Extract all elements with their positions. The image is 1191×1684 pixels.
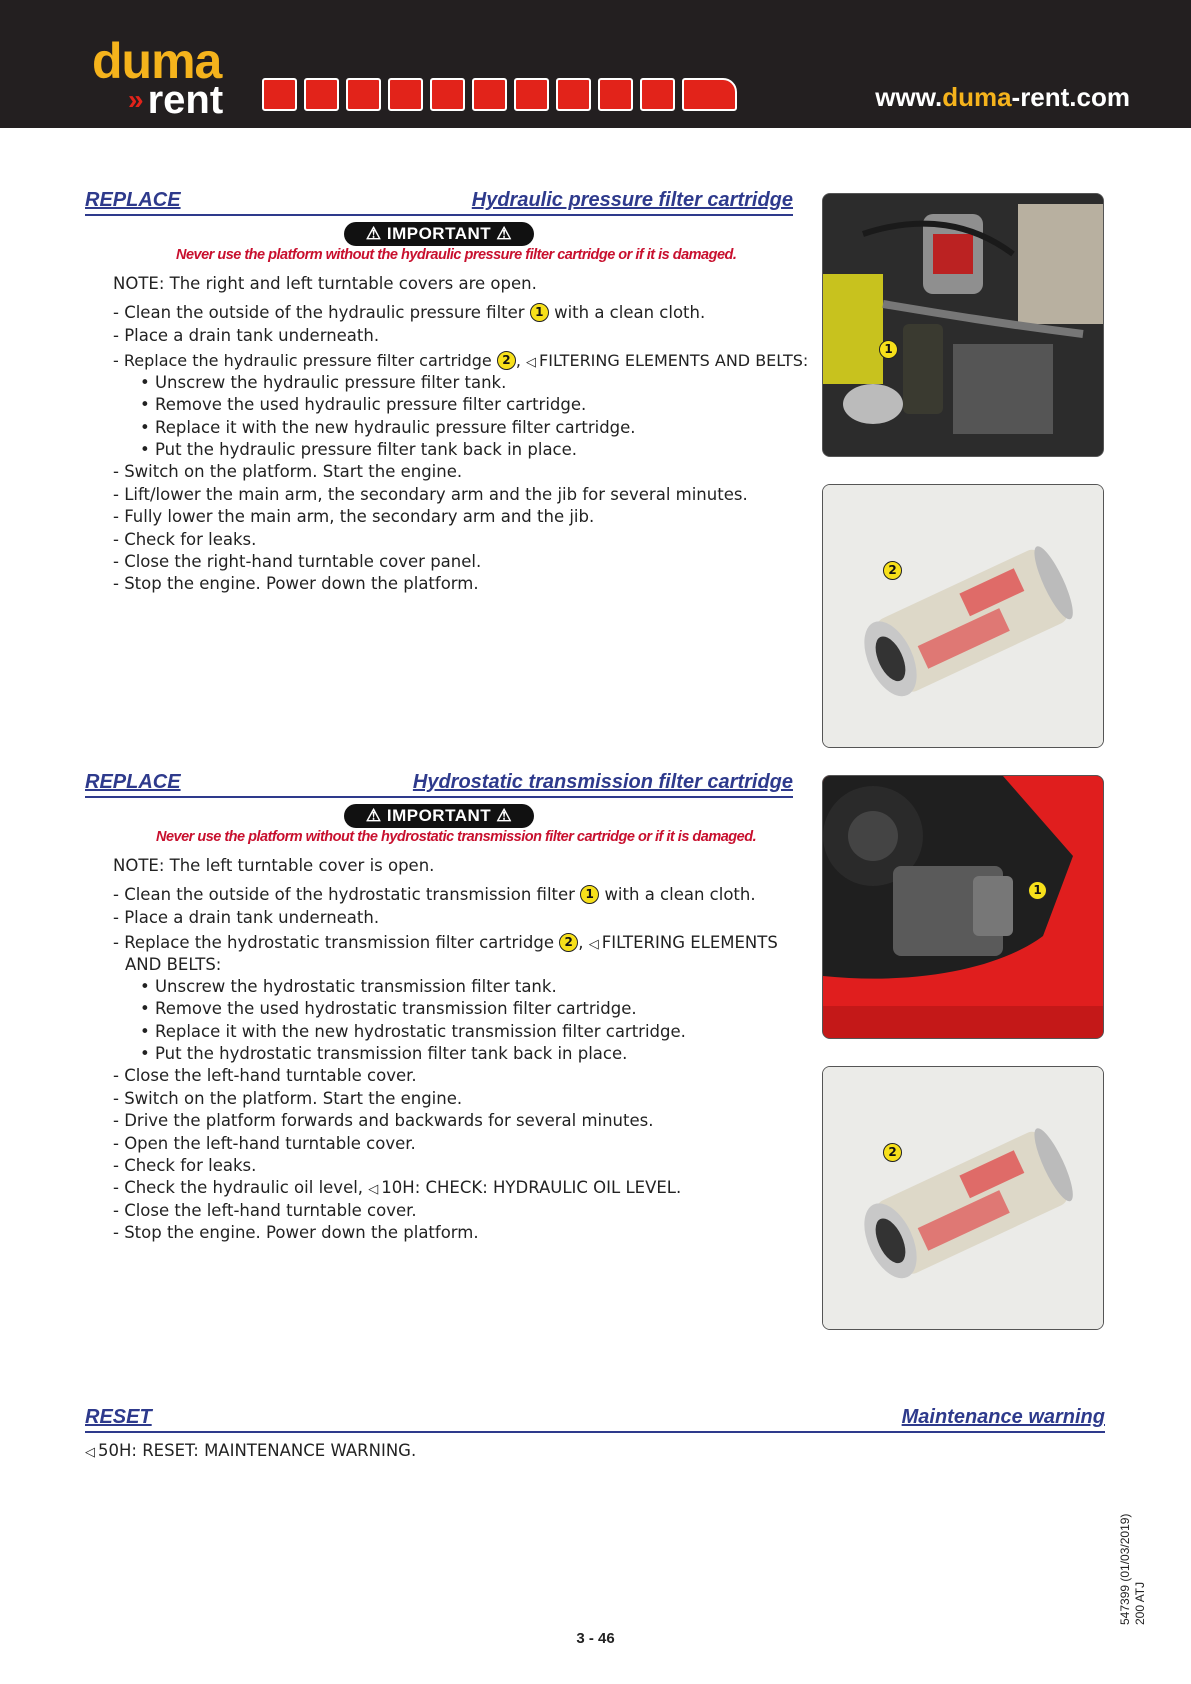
machine-photo-illustration (823, 194, 1104, 457)
filter-cartridge-illustration (823, 485, 1104, 748)
step: - Switch on the platform. Start the engine. (113, 462, 463, 481)
excavator-icon (556, 78, 591, 111)
reference-text: 10H: CHECK: HYDRAULIC OIL LEVEL. (381, 1178, 682, 1197)
section-heading-reset (85, 1405, 1105, 1433)
reference-text: 50H: RESET: MAINTENANCE WARNING. (98, 1441, 417, 1460)
website-highlight: duma (942, 82, 1012, 112)
reference-text: FILTERING ELEMENTS (601, 933, 778, 952)
scaffold-icon (346, 78, 381, 111)
step: - Lift/lower the main arm, the secondary arm and the jib for several minutes. (113, 485, 748, 504)
trailer-icon (682, 78, 737, 111)
reference-text: FILTERING ELEMENTS AND BELTS: (539, 351, 809, 370)
step: - Fully lower the main arm, the secondary arm and the jib. (113, 507, 595, 526)
page-header (0, 0, 1191, 128)
machine-photo-illustration (823, 776, 1104, 1039)
section-heading-hydraulic (85, 188, 793, 216)
step-drain: - Place a drain tank underneath. (113, 326, 380, 345)
wheel-loader-icon (430, 78, 465, 111)
callout-2: 2 (497, 351, 516, 370)
step-clean (113, 884, 756, 906)
logo-rent (128, 78, 223, 122)
photo-callout-2: 2 (883, 1143, 902, 1162)
step: - Stop the engine. Power down the platform. (113, 574, 479, 593)
step-text: - Check the hydraulic oil level, (113, 1178, 364, 1197)
callout-1: 1 (530, 303, 549, 322)
compactor-icon (472, 78, 507, 111)
section-action: REPLACE (85, 771, 181, 793)
step-drain: - Place a drain tank underneath. (113, 908, 380, 927)
callout-2: 2 (559, 933, 578, 952)
bullet: • Remove the used hydraulic pressure filter cartridge. (140, 395, 587, 414)
step-text: - Replace the hydraulic pressure filter cartridge (113, 351, 492, 370)
step: - Stop the engine. Power down the platform. (113, 1223, 479, 1242)
duma-rent-logo (92, 33, 224, 122)
photo-callout-2: 2 (883, 561, 902, 580)
website-prefix: www. (875, 82, 943, 112)
logo-duma: duma (92, 33, 222, 89)
step: - Switch on the platform. Start the engine. (113, 1089, 463, 1108)
forklift-icon (304, 78, 339, 111)
bullet: • Replace it with the new hydrostatic transmission filter cartridge. (140, 1022, 686, 1041)
reference-arrow-icon: ◁ (588, 937, 599, 952)
website-link[interactable] (875, 82, 1130, 113)
page-number: 3 - 46 (576, 1630, 615, 1647)
logo-arrow-icon: » (128, 84, 144, 115)
important-badge: ⚠ IMPORTANT ⚠ (344, 222, 534, 246)
step-text: with a clean cloth. (554, 303, 706, 322)
step-text: with a clean cloth. (604, 885, 756, 904)
step-text: - Clean the outside of the hydraulic pressure filter (113, 303, 525, 322)
document-code (1118, 1514, 1148, 1625)
photo-hydrostatic-filter-location (822, 775, 1104, 1039)
step-replace: - Replace the hydraulic pressure filter cartridge 2 , ◁ FILTERING ELEMENTS AND BELTS: (113, 350, 808, 374)
reference-arrow-icon: ◁ (526, 355, 537, 370)
step: - Close the left-hand turntable cover. (113, 1066, 417, 1085)
note: NOTE: The right and left turntable covers are open. (113, 274, 537, 293)
skid-steer-icon (262, 78, 297, 111)
reset-reference (85, 1440, 416, 1464)
machine-icon-strip (262, 78, 737, 111)
step: - Open the left-hand turntable cover. (113, 1134, 416, 1153)
reference-arrow-icon: ◁ (368, 1182, 379, 1197)
filter-cartridge-illustration (823, 1067, 1104, 1330)
bullet: • Put the hydrostatic transmission filter tank back in place. (140, 1044, 628, 1063)
step-oil-level (113, 1177, 681, 1201)
warning-text: Never use the platform without the hydrostatic transmission filter cartridge or if it is damaged. (156, 829, 757, 845)
logo-rent-text: rent (147, 78, 224, 122)
step-text: - Replace the hydrostatic transmission filter cartridge (113, 933, 554, 952)
section-title: Maintenance warning (901, 1406, 1105, 1428)
step: - Drive the platform forwards and backwards for several minutes. (113, 1111, 654, 1130)
bullet: • Unscrew the hydraulic pressure filter tank. (140, 373, 507, 392)
reference-arrow-icon: ◁ (85, 1445, 95, 1460)
step: - Check for leaks. (113, 1156, 257, 1175)
step-clean (113, 302, 705, 324)
step: - Check for leaks. (113, 530, 257, 549)
important-badge: ⚠ IMPORTANT ⚠ (344, 804, 534, 828)
section-action: RESET (85, 1406, 152, 1428)
step-replace-cont: AND BELTS: (125, 955, 222, 974)
model-text: 200 ATJ (1133, 1581, 1147, 1625)
boom-lift-icon (640, 78, 675, 111)
bullet: • Put the hydraulic pressure filter tank back in place. (140, 440, 578, 459)
telehandler-icon (598, 78, 633, 111)
step-text: - Clean the outside of the hydrostatic transmission filter (113, 885, 575, 904)
photo-hydraulic-filter-cartridge (822, 484, 1104, 748)
section-action: REPLACE (85, 189, 181, 211)
website-suffix: -rent.com (1011, 82, 1130, 112)
warning-text: Never use the platform without the hydraulic pressure filter cartridge or if it is damaged. (176, 247, 737, 263)
step-replace: - Replace the hydrostatic transmission filter cartridge 2 , ◁ FILTERING ELEMENTS (113, 932, 778, 956)
bullet: • Remove the used hydrostatic transmission filter cartridge. (140, 999, 637, 1018)
section-title: Hydrostatic transmission filter cartridge (412, 771, 793, 793)
photo-callout-1: 1 (1028, 881, 1047, 900)
doc-code-text: 547399 (01/03/2019) (1118, 1513, 1132, 1625)
bullet: • Replace it with the new hydraulic pressure filter cartridge. (140, 418, 636, 437)
section-title: Hydraulic pressure filter cartridge (471, 189, 793, 211)
note: NOTE: The left turntable cover is open. (113, 856, 435, 875)
section-heading-hydrostatic (85, 770, 793, 798)
bullet: • Unscrew the hydrostatic transmission filter tank. (140, 977, 557, 996)
scissor-lift-icon (514, 78, 549, 111)
mini-excavator-icon (388, 78, 423, 111)
photo-hydraulic-filter-location (822, 193, 1104, 457)
step: - Close the right-hand turntable cover panel. (113, 552, 482, 571)
step: - Close the left-hand turntable cover. (113, 1201, 417, 1220)
callout-1: 1 (580, 885, 599, 904)
photo-callout-1: 1 (879, 340, 898, 359)
photo-hydrostatic-filter-cartridge (822, 1066, 1104, 1330)
